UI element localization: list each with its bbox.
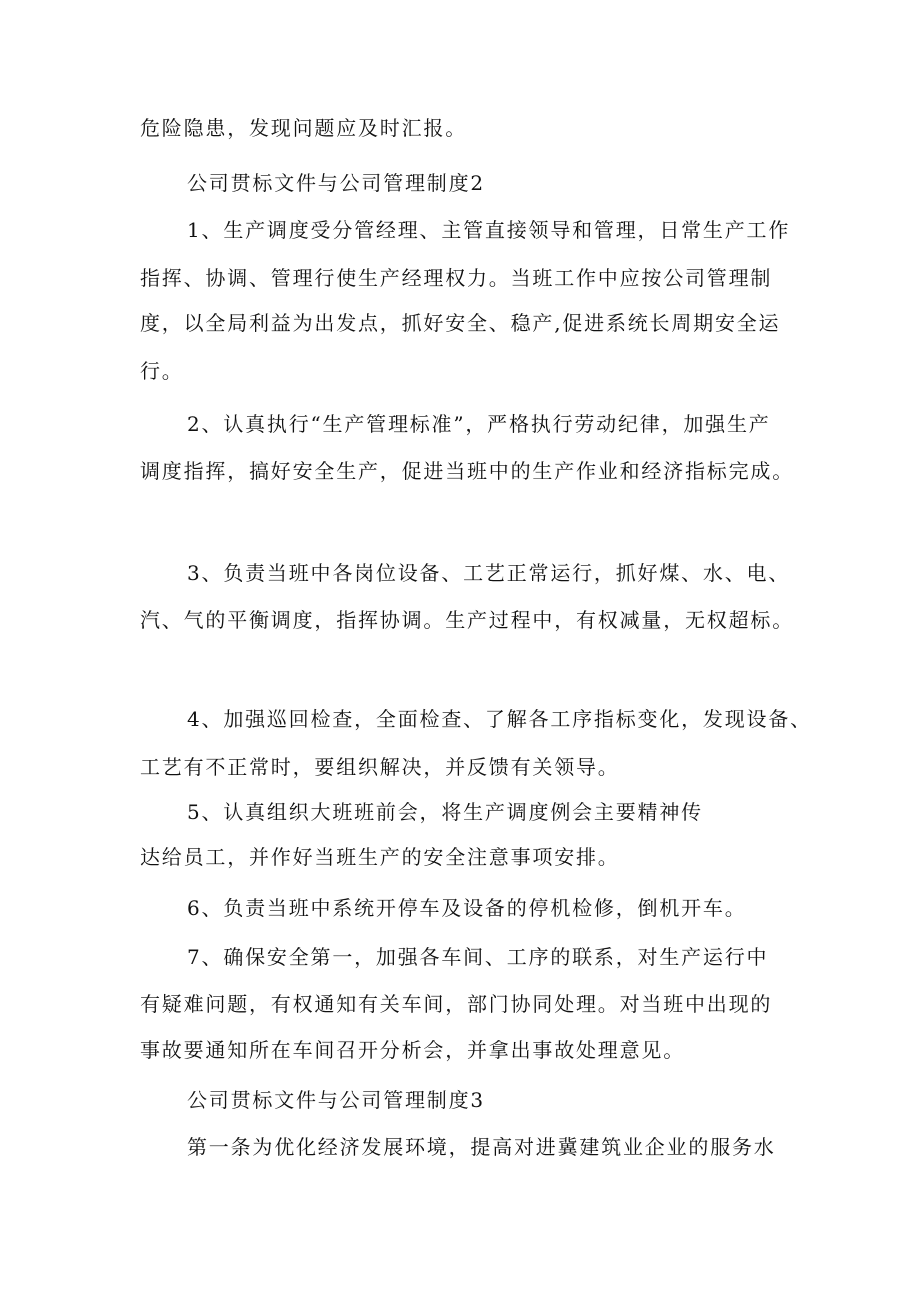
text-line: 度，以全局利益为出发点，抓好安全、稳产,促进系统长周期安全运 [140, 311, 781, 335]
text-line: 汽、气的平衡调度，指挥协调。生产过程中，有权减量，无权超标。 [140, 608, 794, 632]
text-line: 4、加强巡回检查，全面检查、了解各工序指标变化，发现设备、 [187, 707, 812, 731]
text-line: 2、认真执行“生产管理标准”，严格执行劳动纪律，加强生产 [187, 412, 771, 436]
text-line: 工艺有不正常时，要组织解决，并反馈有关领导。 [140, 755, 620, 779]
text-line: 调度指挥，搞好安全生产，促进当班中的生产作业和经济指标完成。 [140, 459, 794, 483]
text-line: 3、负责当班中各岗位设备、工艺正常运行，抓好煤、水、电、 [187, 561, 791, 585]
section-heading: 公司贯标文件与公司管理制度2 [187, 171, 485, 195]
text-line: 达给员工，并作好当班生产的安全注意事项安排。 [140, 845, 620, 869]
text-line: 危险隐患，发现问题应及时汇报。 [140, 116, 467, 140]
text-line: 事故要通知所在车间召开分析会，并拿出事故处理意见。 [140, 1038, 685, 1062]
text-line: 1、生产调度受分管经理、主管直接领导和管理，日常生产工作 [187, 218, 791, 242]
text-line: 行。 [140, 359, 184, 383]
text-line: 有疑难问题，有权通知有关车间，部门协同处理。对当班中出现的 [140, 992, 773, 1016]
section-heading: 公司贯标文件与公司管理制度3 [187, 1088, 485, 1112]
text-line: 6、负责当班中系统开停车及设备的停机检修，倒机开车。 [187, 896, 747, 920]
text-line: 指挥、协调、管理行使生产经理权力。当班工作中应按公司管理制 [140, 266, 773, 290]
text-line: 第一条为优化经济发展环境，提高对进冀建筑业企业的服务水 [187, 1135, 776, 1159]
text-line: 5、认真组织大班班前会，将生产调度例会主要精神传 [187, 800, 703, 824]
text-line: 7、确保安全第一，加强各车间、工序的联系，对生产运行中 [187, 945, 769, 969]
